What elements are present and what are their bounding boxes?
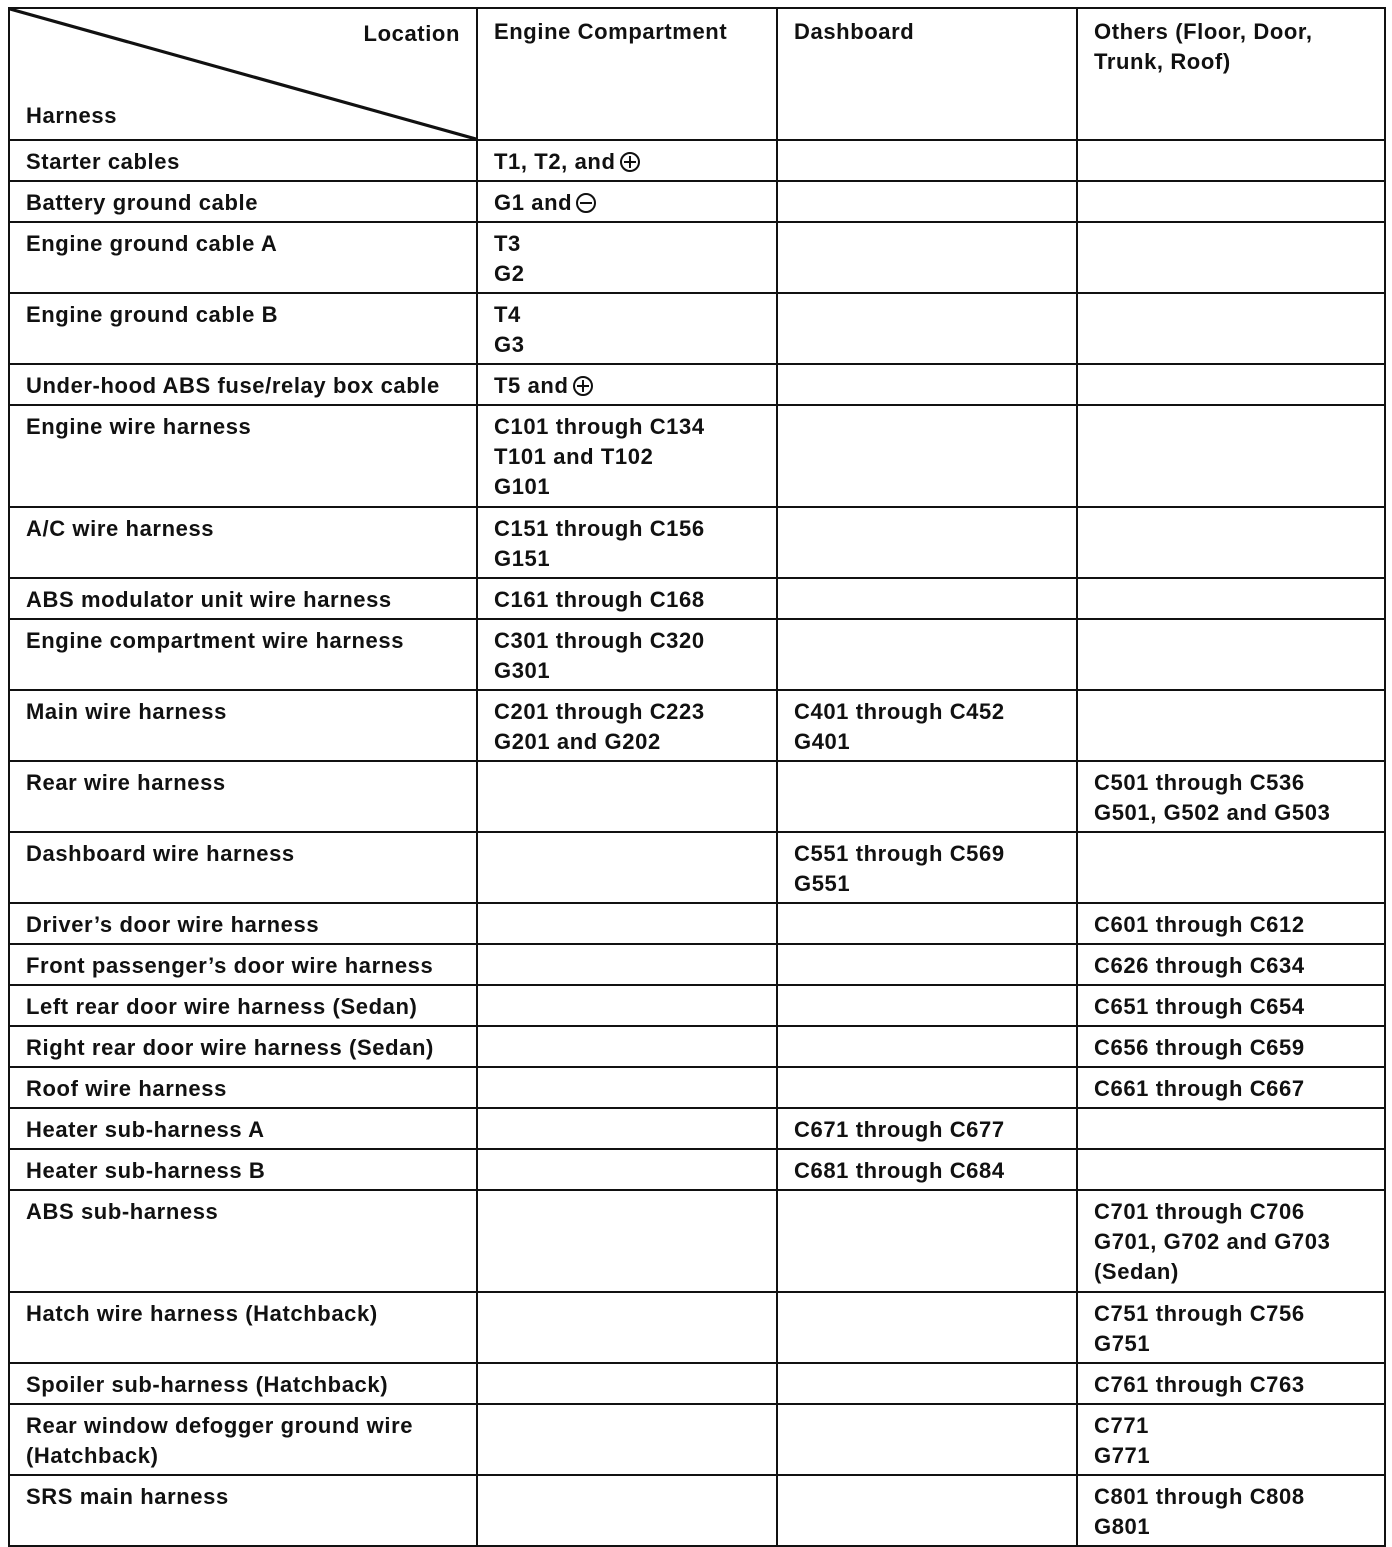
plus-circle-icon xyxy=(573,376,593,396)
dashboard-cell xyxy=(777,832,1077,903)
table-header xyxy=(9,8,1385,140)
table-row xyxy=(9,405,1385,507)
others-cell xyxy=(1077,1190,1385,1292)
table-row xyxy=(9,903,1385,944)
table-row xyxy=(9,1026,1385,1067)
others-cell xyxy=(1077,903,1385,944)
harness-cell xyxy=(9,364,477,405)
corner-header-cell xyxy=(9,8,477,140)
harness-cell-text: Heater sub-harness A xyxy=(26,1117,265,1142)
harness-cell xyxy=(9,222,477,293)
engine-compartment-cell xyxy=(477,1190,777,1292)
engine-compartment-cell xyxy=(477,293,777,364)
table-row xyxy=(9,140,1385,181)
harness-cell-text: Under-hood ABS fuse/relay box cable xyxy=(26,373,440,398)
engine-compartment-cell xyxy=(477,364,777,405)
others-cell xyxy=(1077,985,1385,1026)
dashboard-cell-text: C401 through C452 G401 xyxy=(794,699,1005,754)
dashboard-cell xyxy=(777,1363,1077,1404)
harness-cell xyxy=(9,181,477,222)
harness-cell xyxy=(9,578,477,619)
others-cell xyxy=(1077,1149,1385,1190)
engine-compartment-cell-text: T4 G3 xyxy=(494,302,525,357)
harness-cell-text: Front passenger’s door wire harness xyxy=(26,953,434,978)
engine-compartment-cell xyxy=(477,1067,777,1108)
engine-compartment-cell xyxy=(477,507,777,578)
others-cell xyxy=(1077,761,1385,832)
engine-compartment-cell xyxy=(477,1108,777,1149)
engine-compartment-cell-text: C101 through C134 T101 and T102 G101 xyxy=(494,414,705,499)
dashboard-cell xyxy=(777,944,1077,985)
harness-cell-text: Spoiler sub-harness (Hatchback) xyxy=(26,1372,389,1397)
others-cell xyxy=(1077,944,1385,985)
engine-compartment-cell xyxy=(477,1404,777,1475)
dashboard-cell xyxy=(777,619,1077,690)
dashboard-cell-text: C551 through C569 G551 xyxy=(794,841,1005,896)
others-cell xyxy=(1077,690,1385,761)
harness-cell-text: Roof wire harness xyxy=(26,1076,227,1101)
harness-cell-text: Engine ground cable A xyxy=(26,231,278,256)
dashboard-cell xyxy=(777,690,1077,761)
others-cell xyxy=(1077,1067,1385,1108)
table-row xyxy=(9,1475,1385,1546)
others-cell xyxy=(1077,1363,1385,1404)
others-cell xyxy=(1077,507,1385,578)
dashboard-cell xyxy=(777,1190,1077,1292)
harness-cell-text: Dashboard wire harness xyxy=(26,841,295,866)
others-cell xyxy=(1077,293,1385,364)
engine-compartment-cell xyxy=(477,903,777,944)
others-cell-text: C656 through C659 xyxy=(1094,1035,1305,1060)
harness-cell xyxy=(9,1363,477,1404)
dashboard-cell xyxy=(777,578,1077,619)
harness-cell xyxy=(9,1475,477,1546)
table-row xyxy=(9,690,1385,761)
engine-compartment-cell xyxy=(477,578,777,619)
dashboard-cell xyxy=(777,1067,1077,1108)
harness-cell xyxy=(9,1108,477,1149)
harness-header-label: Harness xyxy=(26,103,118,128)
harness-cell-text: Right rear door wire harness (Sedan) xyxy=(26,1035,434,1060)
harness-cell xyxy=(9,761,477,832)
harness-cell-text: Engine compartment wire harness xyxy=(26,628,405,653)
table-row xyxy=(9,1108,1385,1149)
others-cell-text: C651 through C654 xyxy=(1094,994,1305,1019)
dashboard-cell xyxy=(777,1292,1077,1363)
others-cell xyxy=(1077,364,1385,405)
minus-circle-icon xyxy=(576,193,596,213)
dashboard-cell xyxy=(777,1149,1077,1190)
others-cell xyxy=(1077,578,1385,619)
harness-cell-text: ABS sub-harness xyxy=(26,1199,219,1224)
harness-cell-text: Engine wire harness xyxy=(26,414,252,439)
engine-compartment-cell-text: C161 through C168 xyxy=(494,587,705,612)
engine-compartment-cell xyxy=(477,690,777,761)
others-cell-text: C601 through C612 xyxy=(1094,912,1305,937)
others-cell xyxy=(1077,1026,1385,1067)
dashboard-cell xyxy=(777,1404,1077,1475)
harness-cell xyxy=(9,293,477,364)
table-row xyxy=(9,1292,1385,1363)
table-row xyxy=(9,1363,1385,1404)
harness-cell xyxy=(9,507,477,578)
engine-compartment-cell xyxy=(477,944,777,985)
harness-location-table xyxy=(8,7,1386,1547)
harness-cell-text: Rear wire harness xyxy=(26,770,226,795)
engine-compartment-cell xyxy=(477,1363,777,1404)
engine-compartment-cell xyxy=(477,619,777,690)
dashboard-cell xyxy=(777,181,1077,222)
engine-compartment-cell-text: T5 and xyxy=(494,373,569,398)
harness-cell-text: Left rear door wire harness (Sedan) xyxy=(26,994,418,1019)
dashboard-cell xyxy=(777,903,1077,944)
others-cell xyxy=(1077,1292,1385,1363)
others-cell xyxy=(1077,1108,1385,1149)
harness-cell-text: A/C wire harness xyxy=(26,516,215,541)
column-header-dashboard: Dashboard xyxy=(777,8,1077,140)
engine-compartment-cell xyxy=(477,1026,777,1067)
dashboard-cell xyxy=(777,985,1077,1026)
others-cell-text: C501 through C536 G501, G502 and G503 xyxy=(1094,770,1331,825)
harness-cell xyxy=(9,1190,477,1292)
engine-compartment-cell xyxy=(477,1292,777,1363)
table-row xyxy=(9,619,1385,690)
harness-cell-text: Driver’s door wire harness xyxy=(26,912,320,937)
harness-cell-text: Starter cables xyxy=(26,149,180,174)
harness-cell xyxy=(9,405,477,507)
column-header-engine-compartment: Engine Compartment xyxy=(477,8,777,140)
others-cell-text: C751 through C756 G751 xyxy=(1094,1301,1305,1356)
table-row xyxy=(9,1404,1385,1475)
others-cell-text: C801 through C808 G801 xyxy=(1094,1484,1305,1539)
engine-compartment-cell xyxy=(477,140,777,181)
plus-circle-icon xyxy=(620,152,640,172)
dashboard-cell xyxy=(777,405,1077,507)
table-row xyxy=(9,985,1385,1026)
table-row xyxy=(9,293,1385,364)
harness-cell xyxy=(9,619,477,690)
harness-cell-text: Battery ground cable xyxy=(26,190,259,215)
table-row xyxy=(9,832,1385,903)
others-cell-text: C626 through C634 xyxy=(1094,953,1305,978)
dashboard-cell-text: C681 through C684 xyxy=(794,1158,1005,1183)
others-cell xyxy=(1077,1404,1385,1475)
harness-cell-text: Main wire harness xyxy=(26,699,227,724)
table-row xyxy=(9,222,1385,293)
engine-compartment-cell xyxy=(477,832,777,903)
harness-cell xyxy=(9,832,477,903)
harness-cell xyxy=(9,1292,477,1363)
harness-cell xyxy=(9,140,477,181)
dashboard-cell xyxy=(777,222,1077,293)
others-cell xyxy=(1077,405,1385,507)
table-row xyxy=(9,364,1385,405)
column-header-others: Others (Floor, Door, Trunk, Roof) xyxy=(1077,8,1385,140)
harness-cell xyxy=(9,944,477,985)
harness-cell xyxy=(9,1404,477,1475)
engine-compartment-cell xyxy=(477,405,777,507)
table-row xyxy=(9,1190,1385,1292)
dashboard-cell xyxy=(777,761,1077,832)
others-cell xyxy=(1077,832,1385,903)
others-cell-text: C661 through C667 xyxy=(1094,1076,1305,1101)
dashboard-cell xyxy=(777,1026,1077,1067)
others-cell-text: C761 through C763 xyxy=(1094,1372,1305,1397)
harness-cell xyxy=(9,1149,477,1190)
table-body xyxy=(9,140,1385,1546)
table-row xyxy=(9,578,1385,619)
harness-cell xyxy=(9,1067,477,1108)
engine-compartment-cell xyxy=(477,222,777,293)
engine-compartment-cell-text: G1 and xyxy=(494,190,573,215)
harness-cell-text: ABS modulator unit wire harness xyxy=(26,587,392,612)
harness-cell xyxy=(9,903,477,944)
engine-compartment-cell-text: C151 through C156 G151 xyxy=(494,516,705,571)
dashboard-cell xyxy=(777,507,1077,578)
location-header-label: Location xyxy=(363,21,460,46)
harness-cell-text: Heater sub-harness B xyxy=(26,1158,266,1183)
dashboard-cell xyxy=(777,364,1077,405)
dashboard-cell xyxy=(777,293,1077,364)
table-row xyxy=(9,181,1385,222)
harness-cell xyxy=(9,690,477,761)
harness-cell-text: Rear window defogger ground wire (Hatchback) xyxy=(26,1413,414,1468)
harness-cell xyxy=(9,985,477,1026)
others-cell xyxy=(1077,222,1385,293)
dashboard-cell xyxy=(777,1475,1077,1546)
engine-compartment-cell xyxy=(477,1149,777,1190)
engine-compartment-cell-text: T3 G2 xyxy=(494,231,525,286)
dashboard-cell-text: C671 through C677 xyxy=(794,1117,1005,1142)
harness-cell-text: Engine ground cable B xyxy=(26,302,279,327)
harness-cell-text: SRS main harness xyxy=(26,1484,229,1509)
engine-compartment-cell xyxy=(477,985,777,1026)
harness-cell-text: Hatch wire harness (Hatchback) xyxy=(26,1301,378,1326)
table-row xyxy=(9,507,1385,578)
others-cell xyxy=(1077,1475,1385,1546)
engine-compartment-cell xyxy=(477,1475,777,1546)
others-cell xyxy=(1077,181,1385,222)
table-row xyxy=(9,761,1385,832)
header-row xyxy=(9,8,1385,140)
dashboard-cell xyxy=(777,140,1077,181)
engine-compartment-cell-text: C301 through C320 G301 xyxy=(494,628,705,683)
table-row xyxy=(9,1067,1385,1108)
others-cell-text: C701 through C706 G701, G702 and G703 (Sedan) xyxy=(1094,1199,1331,1284)
harness-cell xyxy=(9,1026,477,1067)
engine-compartment-cell xyxy=(477,181,777,222)
engine-compartment-cell-text: C201 through C223 G201 and G202 xyxy=(494,699,705,754)
engine-compartment-cell xyxy=(477,761,777,832)
others-cell xyxy=(1077,619,1385,690)
table-row xyxy=(9,944,1385,985)
others-cell xyxy=(1077,140,1385,181)
engine-compartment-cell-text: T1, T2, and xyxy=(494,149,616,174)
others-cell-text: C771 G771 xyxy=(1094,1413,1151,1468)
table-row xyxy=(9,1149,1385,1190)
dashboard-cell xyxy=(777,1108,1077,1149)
